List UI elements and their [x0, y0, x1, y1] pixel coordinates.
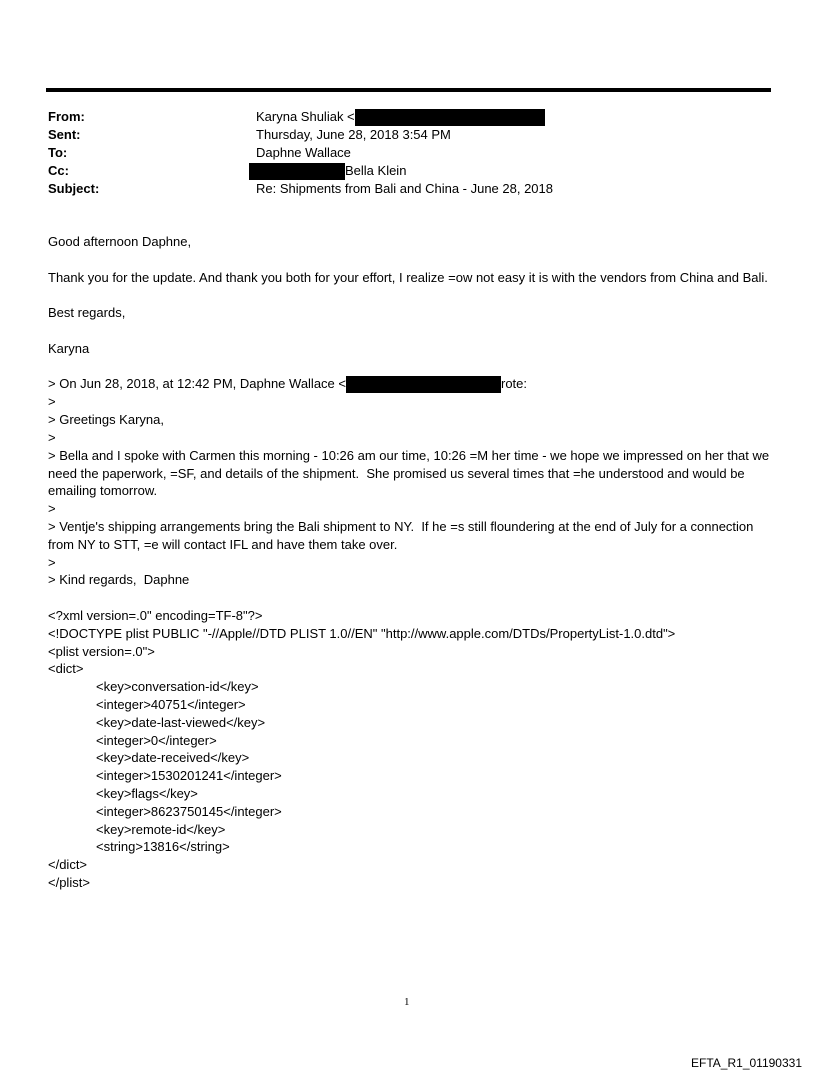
to-label: To: [48, 145, 68, 160]
quoted-line: > Ventje's shipping arrangements bring the Bali shipment to NY. If he =s still floundering at the end of July for a connection from NY to STT, =e will contact IFL and have them take over. [48, 519, 758, 552]
paragraph: Thank you for the update. And thank you both for your effort, I realize =ow not easy it is with the vendors from China and Bali. [48, 269, 768, 285]
signature: Karyna [48, 340, 90, 356]
sent-label: Sent: [48, 127, 81, 142]
from-value [256, 108, 545, 126]
quoted-line: > Greetings Karyna, [48, 412, 164, 428]
xml-line: <string>13816</string> [96, 839, 230, 855]
quoted-line: > Bella and I spoke with Carmen this morning - 10:26 am our time, 10:26 =M her time - we hope we impressed on her that we need the paperwork, =SF, and details of the shipment. She promised us several times that =he understood and would be emailing tomorrow. [48, 447, 773, 499]
redaction-bar [346, 376, 501, 393]
xml-line: </plist> [48, 874, 90, 890]
xml-line: <key>flags</key> [96, 785, 198, 801]
document-id: EFTA_R1_01190331 [691, 1056, 802, 1070]
xml-line: <integer>0</integer> [96, 732, 217, 748]
xml-line: <integer>40751</integer> [96, 696, 246, 712]
quote-intro-start: > On Jun 28, 2018, at 12:42 PM, Daphne Wallace < [48, 376, 346, 392]
xml-line: <!DOCTYPE plist PUBLIC "-//Apple//DTD PLIST 1.0//EN" "http://www.apple.com/DTDs/PropertyList-1.0.dtd"> [48, 625, 676, 641]
cc-value [249, 162, 406, 180]
quoted-line: > Kind regards, Daphne [48, 572, 190, 588]
xml-line: <key>date-last-viewed</key> [96, 714, 266, 730]
xml-line: <key>date-received</key> [96, 750, 250, 766]
email-body [48, 233, 773, 892]
redaction-bar [355, 109, 545, 126]
quoted-line: > [48, 430, 56, 446]
cc-label: Cc: [48, 163, 69, 178]
greeting: Good afternoon Daphne, [48, 234, 192, 249]
xml-line: <plist version=.0"> [48, 643, 155, 659]
xml-line: <integer>1530201241</integer> [96, 768, 282, 784]
header-divider [46, 88, 771, 92]
to-value: Daphne Wallace [256, 145, 351, 160]
quoted-line: > [48, 394, 56, 410]
redaction-bar [249, 163, 345, 180]
closing: Best regards, [48, 305, 126, 321]
xml-line: </dict> [48, 857, 88, 873]
sent-value: Thursday, June 28, 2018 3:54 PM [256, 127, 451, 142]
quote-intro [48, 376, 527, 391]
from-label: From: [48, 109, 85, 124]
subject-value: Re: Shipments from Bali and China - June 28, 2018 [256, 181, 554, 196]
from-name: Karyna Shuliak < [256, 109, 355, 124]
page-number: 1 [404, 996, 410, 1008]
subject-label: Subject: [48, 181, 100, 196]
xml-line: <key>conversation-id</key> [96, 679, 259, 695]
xml-line: <key>remote-id</key> [96, 821, 226, 837]
xml-line: <integer>8623750145</integer> [96, 803, 282, 819]
cc-name: Bella Klein [345, 163, 407, 178]
quote-intro-end: rote: [500, 376, 527, 392]
quoted-line: > [48, 554, 56, 570]
quoted-line: > [48, 501, 56, 517]
xml-line: <?xml version=.0" encoding=TF-8"?> [48, 608, 263, 623]
xml-line: <dict> [48, 661, 84, 677]
